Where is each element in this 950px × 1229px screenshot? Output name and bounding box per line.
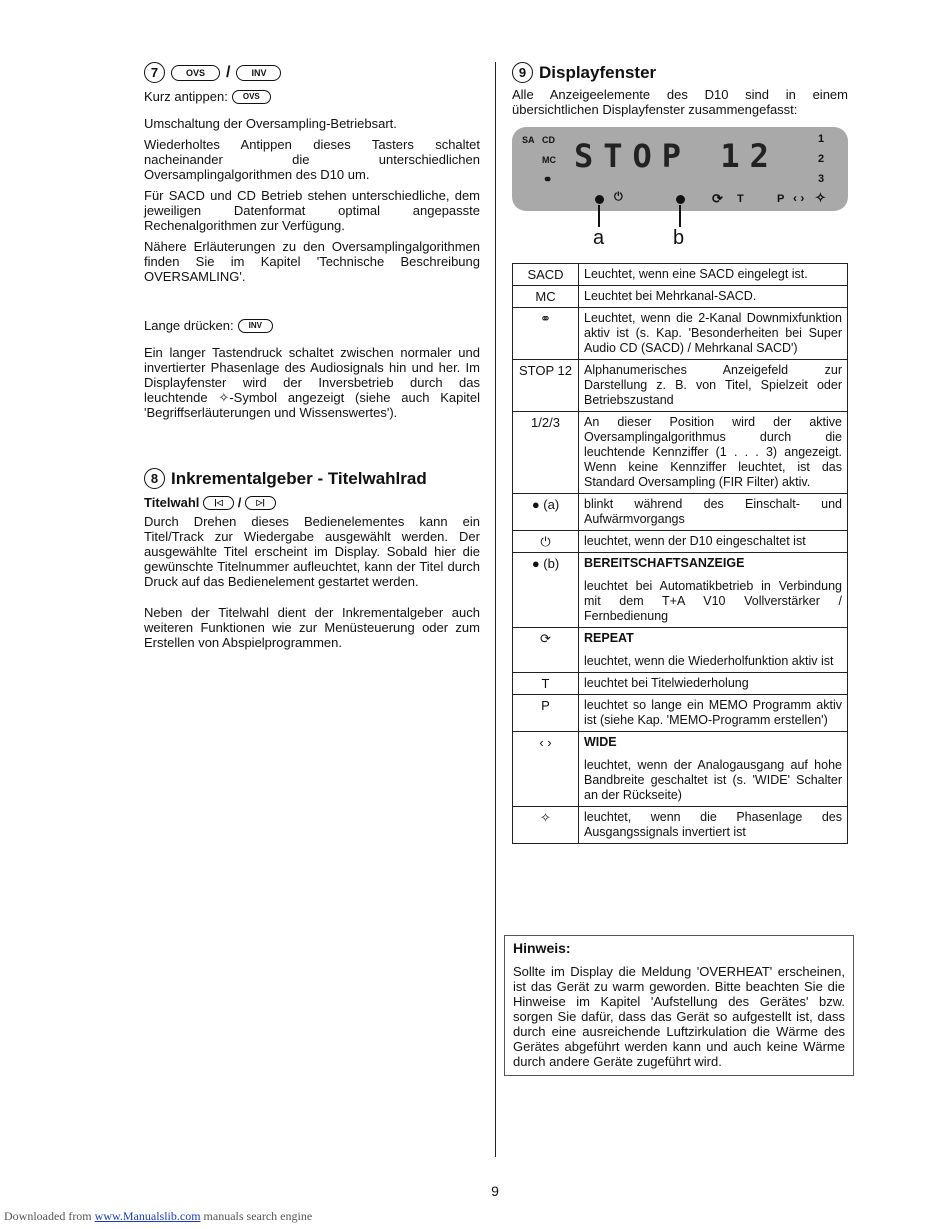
lcd-text: STOP 12 [574, 137, 779, 175]
legend-row [513, 264, 848, 286]
legend-text: leuchtet, wenn die Wiederholfunktion aktiv ist [584, 654, 834, 668]
legend-key: ⟳ [513, 628, 579, 673]
pointer-a [598, 205, 600, 227]
repeat-icon: ⟳ [712, 191, 723, 206]
legend-row [513, 628, 848, 673]
legend-row [513, 807, 848, 844]
legend-row [513, 553, 848, 628]
cd-indicator: CD [542, 135, 555, 145]
wide-icon: ‹ › [793, 191, 805, 205]
legend-description [579, 308, 848, 360]
paragraph: Wiederholtes Antippen dieses Tasters schaltet nacheinander die unterschiedlichen Oversamplingalgorithmen des D10 um. [144, 137, 480, 182]
paragraph: Umschaltung der Oversampling-Betriebsart. [144, 116, 397, 131]
legend-key: ✧ [513, 807, 579, 844]
inv-button-icon: INV [236, 65, 281, 81]
legend-key: ● (a) [513, 494, 579, 531]
paragraph: Für SACD und CD Betrieb stehen unterschiedliche, dem jeweiligen Datenformat optimal angepasste Rechenalgorithmen zur Verfügung. [144, 188, 480, 233]
legend-row [513, 673, 848, 695]
legend-text: leuchtet, wenn der Analogausgang auf hohe Bandbreite geschaltet ist (s. 'WIDE' Schalter an der Rückseite) [584, 758, 842, 802]
dot-a-indicator [595, 195, 604, 204]
legend-description [579, 695, 848, 732]
legend-description [579, 531, 848, 553]
section-number: 9 [512, 62, 533, 83]
ovs-3-indicator: 3 [818, 173, 825, 185]
ovs-button-icon: OVS [171, 65, 220, 81]
legend-key: STOP 12 [513, 360, 579, 412]
legend-key: T [513, 673, 579, 695]
legend-row [513, 360, 848, 412]
legend-text: leuchtet, wenn die Phasenlage des Ausgangssignals invertiert ist [584, 810, 842, 839]
legend-description [579, 628, 848, 673]
section-number: 7 [144, 62, 165, 83]
legend-text: leuchtet so lange ein MEMO Programm aktiv ist (siehe Kap. 'MEMO-Programm erstellen') [584, 698, 842, 727]
legend-key: 1/2/3 [513, 412, 579, 494]
ovs-1-indicator: 1 [818, 133, 825, 145]
column-divider [495, 62, 496, 1157]
legend-row [513, 286, 848, 308]
ovs-2-indicator: 2 [818, 153, 825, 165]
display-panel [512, 127, 848, 211]
p-indicator: P [777, 193, 785, 205]
legend-row [513, 732, 848, 807]
legend-key: ⏻ [513, 531, 579, 553]
legend-row [513, 531, 848, 553]
ovs-small-icon: OVS [232, 90, 271, 104]
legend-key: ⚭ [513, 308, 579, 360]
legend-title: REPEAT [584, 631, 634, 645]
legend-text: Leuchtet, wenn die 2-Kanal Downmixfunktion aktiv ist (s. Kap. 'Besonderheiten bei Super Audio CD (SACD) / Mehrkanal SACD') [584, 311, 842, 355]
pointer-b [679, 205, 681, 227]
paragraph: Ein langer Tastendruck schaltet zwischen normaler und invertierter Phasenlage des Audiosignals hin und her. Im Displayfenster wird der Inversbetrieb durch das leuchtende ✧-Symbol angezeigt (siehe auch Kapitel 'Begriffserläuterungen und Wissenswertes'). [144, 345, 480, 420]
intro-paragraph: Alle Anzeigeelemente des D10 sind in einem übersichtlichen Displayfenster zusammengefasst: [512, 87, 848, 117]
hint-title: Hinweis: [513, 940, 571, 956]
section-number: 8 [144, 468, 165, 489]
legend-text: An dieser Position wird der aktive Oversamplingalgorithmus durch die leuchtende Kennziffer (1 . . . 3) angezeigt. Wenn keine Kennziffer leuchtet, ist das Standard Oversampling (FIR Filter) aktiv. [584, 415, 842, 489]
t-indicator: T [737, 193, 744, 205]
legend-row [513, 494, 848, 531]
section-title: Displayfenster [539, 62, 657, 82]
legend-description [579, 286, 848, 308]
paragraph: Durch Drehen dieses Bedienelementes kann ein Titel/Track zur Wiedergabe ausgewählt werden. Der ausgewählte Titel erscheint im Display. Sobald hier die gewünschte Titelnummer aufleuchtet, kann der Titel durch Druck auf das Bedienelement gestartet werden. [144, 514, 480, 589]
legend-key: SACD [513, 264, 579, 286]
long-press-label: Lange drücken: INV [144, 318, 480, 333]
legend-key: MC [513, 286, 579, 308]
legend-description [579, 494, 848, 531]
section-7-header: 7 OVS / INV [144, 62, 480, 83]
legend-row [513, 308, 848, 360]
legend-row [513, 412, 848, 494]
legend-text: leuchtet bei Automatikbetrieb in Verbindung mit dem T+A V10 Vollverstärker / Fernbedienung [584, 579, 842, 623]
phase-invert-icon: ✧ [815, 190, 826, 205]
legend-description [579, 673, 848, 695]
legend-text: Alphanumerisches Anzeigefeld zur Darstellung z. B. von Titel, Spielzeit oder Betriebszustand [584, 363, 842, 407]
page-number: 9 [491, 1183, 499, 1199]
hint-box [504, 935, 854, 1076]
legend-text: leuchtet bei Titelwiederholung [584, 676, 749, 690]
section-title: Inkrementalgeber - Titelwahlrad [171, 468, 427, 488]
legend-description [579, 732, 848, 807]
right-column [512, 62, 848, 844]
legend-description [579, 807, 848, 844]
legend-description [579, 553, 848, 628]
legend-text: Leuchtet, wenn eine SACD eingelegt ist. [584, 267, 808, 281]
legend-title: BEREITSCHAFTSANZEIGE [584, 556, 745, 570]
sa-indicator: SA [522, 135, 535, 145]
mc-indicator: MC [542, 155, 556, 165]
dot-b-indicator [676, 195, 685, 204]
legend-description [579, 412, 848, 494]
legend-description [579, 360, 848, 412]
section-8-header [144, 468, 480, 489]
legend-key: ‹ › [513, 732, 579, 807]
display-legend-table [512, 263, 848, 844]
paragraph: Nähere Erläuterungen zu den Oversamplingalgorithmen finden Sie im Kapitel 'Technische Beschreibung OVERSAMLING'. [144, 239, 480, 284]
legend-text: blinkt während des Einschalt- und Aufwärmvorgangs [584, 497, 842, 526]
manualslib-link[interactable]: www.Manualslib.com [94, 1209, 201, 1223]
legend-description [579, 264, 848, 286]
short-press-label: Kurz antippen: OVS [144, 89, 480, 104]
footer: Downloaded from www.Manualslib.com manuals search engine [4, 1209, 313, 1223]
legend-key: ● (b) [513, 553, 579, 628]
legend-row [513, 695, 848, 732]
legend-title: WIDE [584, 735, 617, 749]
legend-text: Leuchtet bei Mehrkanal-SACD. [584, 289, 757, 303]
legend-key: P [513, 695, 579, 732]
paragraph: Neben der Titelwahl dient der Inkrementalgeber auch weiteren Funktionen wie zur Menüsteuerung oder zum Erstellen von Abspielprogrammen. [144, 605, 480, 650]
display-illustration [512, 127, 848, 257]
next-button-icon: ▷| [245, 496, 275, 510]
label-a: a [593, 227, 605, 249]
left-column [144, 62, 480, 656]
section-9-header [512, 62, 848, 83]
label-b: b [673, 227, 685, 249]
prev-button-icon: |◁ [203, 496, 233, 510]
titelwahl-label: Titelwahl |◁ / ▷| [144, 495, 480, 510]
inv-small-icon: INV [238, 319, 273, 333]
downmix-icon: ⚭ [543, 174, 553, 186]
power-icon: ⏻ [614, 191, 623, 203]
hint-text: Sollte im Display die Meldung 'OVERHEAT' erscheinen, ist das Gerät zu warm geworden. Bitte beachten Sie die Hinweise im Kapitel 'Aufstellung des Gerätes' bzw. sorgen Sie dafür, dass das Gerät so aufgestellt ist, dass durch eine ausreichende Luftzirkulation die Wärme des Gerätes abgeführt werden kann und auch keine Wärme durch andere Geräte zugeführt wird. [513, 964, 845, 1069]
legend-text: leuchtet, wenn der D10 eingeschaltet ist [584, 534, 806, 548]
